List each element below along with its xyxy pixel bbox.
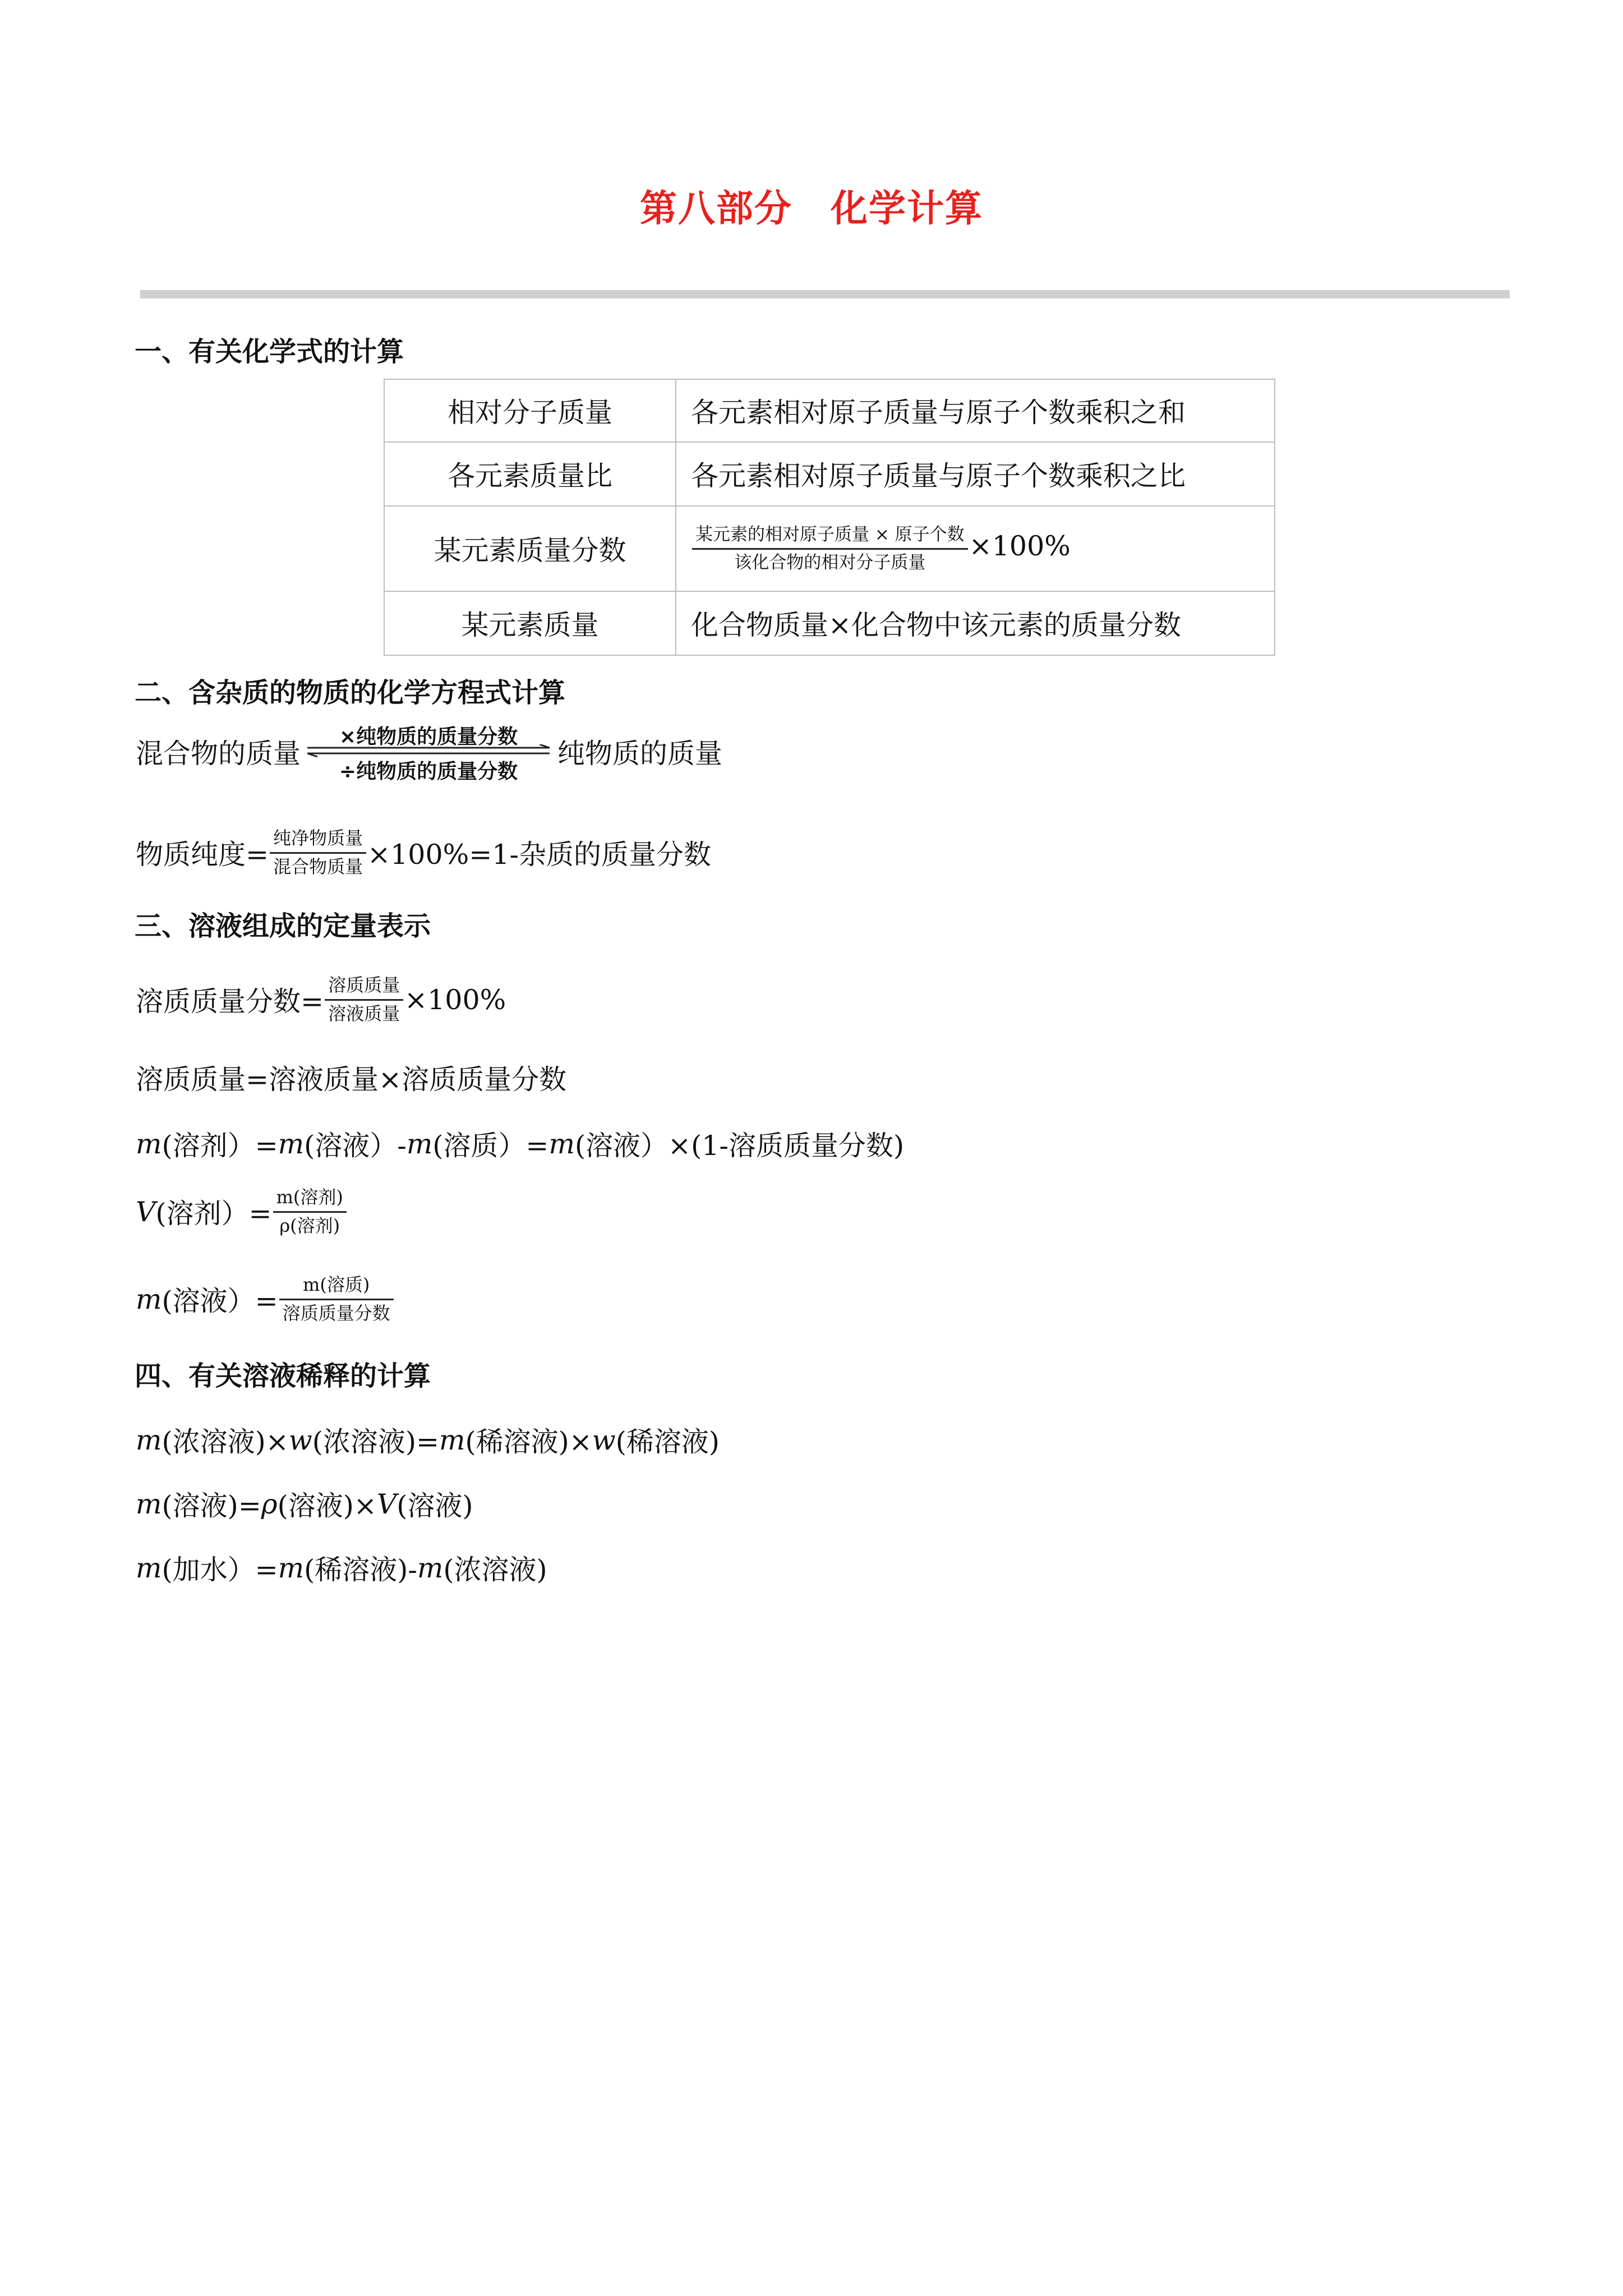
formula-text: (溶质）= — [432, 1130, 549, 1162]
solution-mass-formula — [136, 1266, 395, 1333]
formula-text: (稀溶液)× — [465, 1426, 592, 1458]
var-v: V — [376, 1488, 397, 1520]
var-m: m — [278, 1552, 305, 1584]
table-row — [384, 379, 1275, 442]
dilution-formula — [136, 1415, 720, 1465]
fraction-numerator: 纯净物质量 — [273, 827, 363, 849]
formula-suffix: ×100%=1-杂质的质量分数 — [367, 839, 712, 871]
mixture-conversion-line — [136, 718, 722, 785]
table-row — [384, 506, 1275, 591]
mixture-mass-label: 混合物的质量 — [136, 738, 301, 770]
fraction-denominator: 溶液质量 — [328, 1002, 400, 1024]
var-m: m — [278, 1128, 305, 1160]
row-key: 各元素质量比 — [384, 442, 676, 506]
formula-text: (浓溶液)= — [312, 1426, 440, 1458]
var-m: m — [136, 1424, 162, 1456]
fraction-numerator: 溶质质量 — [328, 974, 400, 996]
var-m: m — [548, 1128, 575, 1160]
row-value: 化合物质量×化合物中该元素的质量分数 — [676, 591, 1275, 655]
density-mass-formula — [136, 1479, 473, 1529]
formula-text: (加水）= — [162, 1554, 278, 1586]
section-heading-3: 三、溶液组成的定量表示 — [135, 910, 431, 942]
row-value: 各元素相对原子质量与原子个数乘积之比 — [676, 442, 1275, 506]
purity-formula — [136, 819, 711, 886]
fraction — [692, 525, 968, 572]
arrow-bottom-label: ÷纯物质的质量分数 — [339, 760, 518, 783]
row-value: 各元素相对原子质量与原子个数乘积之和 — [676, 379, 1275, 442]
solute-mass-formula: 溶质质量=溶液质量×溶质质量分数 — [136, 1064, 567, 1096]
formula-text: (溶液）×(1-溶质质量分数) — [574, 1130, 905, 1162]
fraction-denominator: 溶质质量分数 — [282, 1302, 390, 1324]
formula-suffix: ×100% — [404, 983, 506, 1016]
solvent-mass-formula — [136, 1119, 904, 1169]
var-w: w — [592, 1424, 616, 1456]
formula-text: (稀溶液) — [615, 1426, 720, 1458]
formula-text: (稀溶液)- — [304, 1554, 417, 1586]
fraction-suffix: ×100% — [969, 530, 1071, 563]
pure-mass-label: 纯物质的质量 — [557, 738, 723, 770]
var-m: m — [136, 1552, 162, 1584]
var-m: m — [136, 1283, 162, 1315]
fraction-numerator: 某元素的相对原子质量 × 原子个数 — [695, 524, 965, 545]
formula-text: (溶液)× — [277, 1490, 377, 1522]
fraction-denominator: 混合物质量 — [273, 855, 363, 877]
formula-text: (溶液）= — [162, 1285, 278, 1317]
var-w: w — [288, 1424, 312, 1456]
row-key: 某元素质量 — [384, 591, 676, 655]
title-divider — [140, 290, 1510, 298]
fraction — [270, 829, 366, 876]
fraction-denominator: ρ(溶剂) — [279, 1214, 340, 1236]
var-m: m — [136, 1128, 162, 1160]
var-m: m — [439, 1424, 465, 1456]
formula-text: (溶液）- — [304, 1130, 407, 1162]
table-row — [384, 442, 1275, 506]
solvent-volume-formula — [136, 1178, 348, 1245]
fraction-numerator: m(溶剂) — [276, 1186, 343, 1208]
fraction — [273, 1188, 347, 1235]
fraction — [279, 1275, 394, 1323]
formula-text: (浓溶液) — [443, 1554, 547, 1586]
formula-prefix: 物质纯度= — [136, 839, 269, 871]
var-m: m — [136, 1488, 162, 1520]
section-heading-4: 四、有关溶液稀释的计算 — [135, 1360, 431, 1392]
fraction-numerator: m(溶质) — [303, 1274, 370, 1296]
formula-text: (溶剂）= — [155, 1198, 272, 1230]
var-v: V — [136, 1195, 156, 1228]
conversion-arrows — [305, 721, 552, 783]
row-key: 某元素质量分数 — [384, 506, 676, 591]
added-water-formula — [136, 1543, 547, 1593]
formula-prefix: 溶质质量分数= — [136, 986, 324, 1018]
formula-table — [384, 379, 1275, 656]
var-m: m — [406, 1128, 433, 1160]
section-heading-1: 一、有关化学式的计算 — [135, 336, 404, 367]
formula-text: (溶液)= — [162, 1490, 261, 1522]
table-row — [384, 591, 1275, 655]
fraction-denominator: 该化合物的相对分子质量 — [734, 552, 926, 573]
arrow-top-label: ×纯物质的质量分数 — [339, 725, 518, 748]
mass-fraction-formula — [136, 966, 506, 1033]
row-key: 相对分子质量 — [384, 379, 676, 442]
var-rho: ρ — [261, 1488, 278, 1520]
formula-text: (浓溶液)× — [162, 1426, 289, 1458]
row-value — [676, 506, 1275, 591]
page-title: 第八部分 化学计算 — [640, 186, 983, 230]
section-heading-2: 二、含杂质的物质的化学方程式计算 — [135, 677, 566, 708]
formula-text: (溶液) — [396, 1490, 473, 1522]
formula-text: (溶剂）= — [162, 1130, 278, 1162]
var-m: m — [417, 1552, 444, 1584]
fraction — [325, 976, 403, 1023]
